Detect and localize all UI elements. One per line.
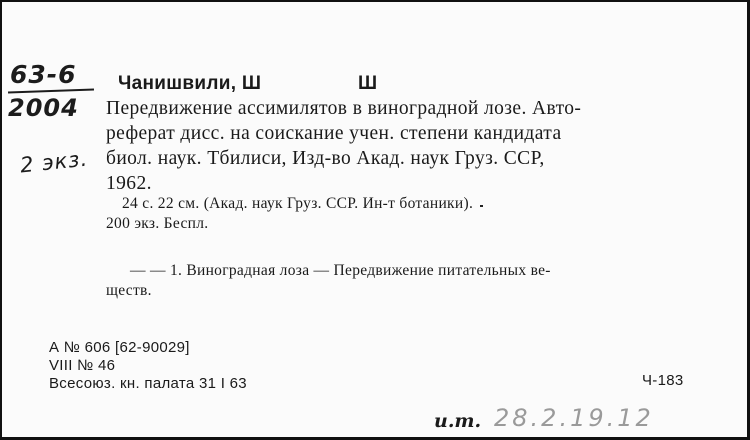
subject-heading-line: — — 1. Виноградная лоза — Передвижение питательных ве- <box>130 262 551 279</box>
subject-heading-line: ществ. <box>106 282 152 299</box>
filing-letter: Ш <box>358 73 378 94</box>
collation-line: 24 с. 22 см. (Акад. наук Груз. ССР. Ин-т ботаники). <box>122 195 474 212</box>
title-line: биол. наук. Тбилиси, Изд-во Акад. наук Груз. ССР, <box>106 148 545 169</box>
ink-speck <box>480 205 483 207</box>
collation-line: 200 экз. Беспл. <box>106 215 209 232</box>
book-chamber-line: Всесоюз. кн. палата 31 I 63 <box>49 375 247 392</box>
card-number: А № 606 [62-90029] <box>49 339 190 356</box>
stamp-label: и.т. <box>434 410 482 432</box>
title-line: Передвижение ассимилятов в виноградной лозе. Авто- <box>106 98 582 119</box>
stamp-date: 28.2.19.12 <box>494 404 654 432</box>
series-number: VIII № 46 <box>49 357 116 374</box>
shelfmark-handwritten-bottom: 2004 <box>8 94 79 122</box>
title-line: 1962. <box>106 173 152 194</box>
title-line: реферат дисс. на соискание учен. степени кандидата <box>106 123 562 144</box>
class-number: Ч-183 <box>642 372 684 389</box>
shelfmark-underline <box>8 88 94 93</box>
shelfmark-handwritten-top: 63-6 <box>10 60 77 89</box>
author-heading: Чанишвили, Ш <box>118 73 262 94</box>
copies-handwritten: 2 экз. <box>18 146 90 178</box>
